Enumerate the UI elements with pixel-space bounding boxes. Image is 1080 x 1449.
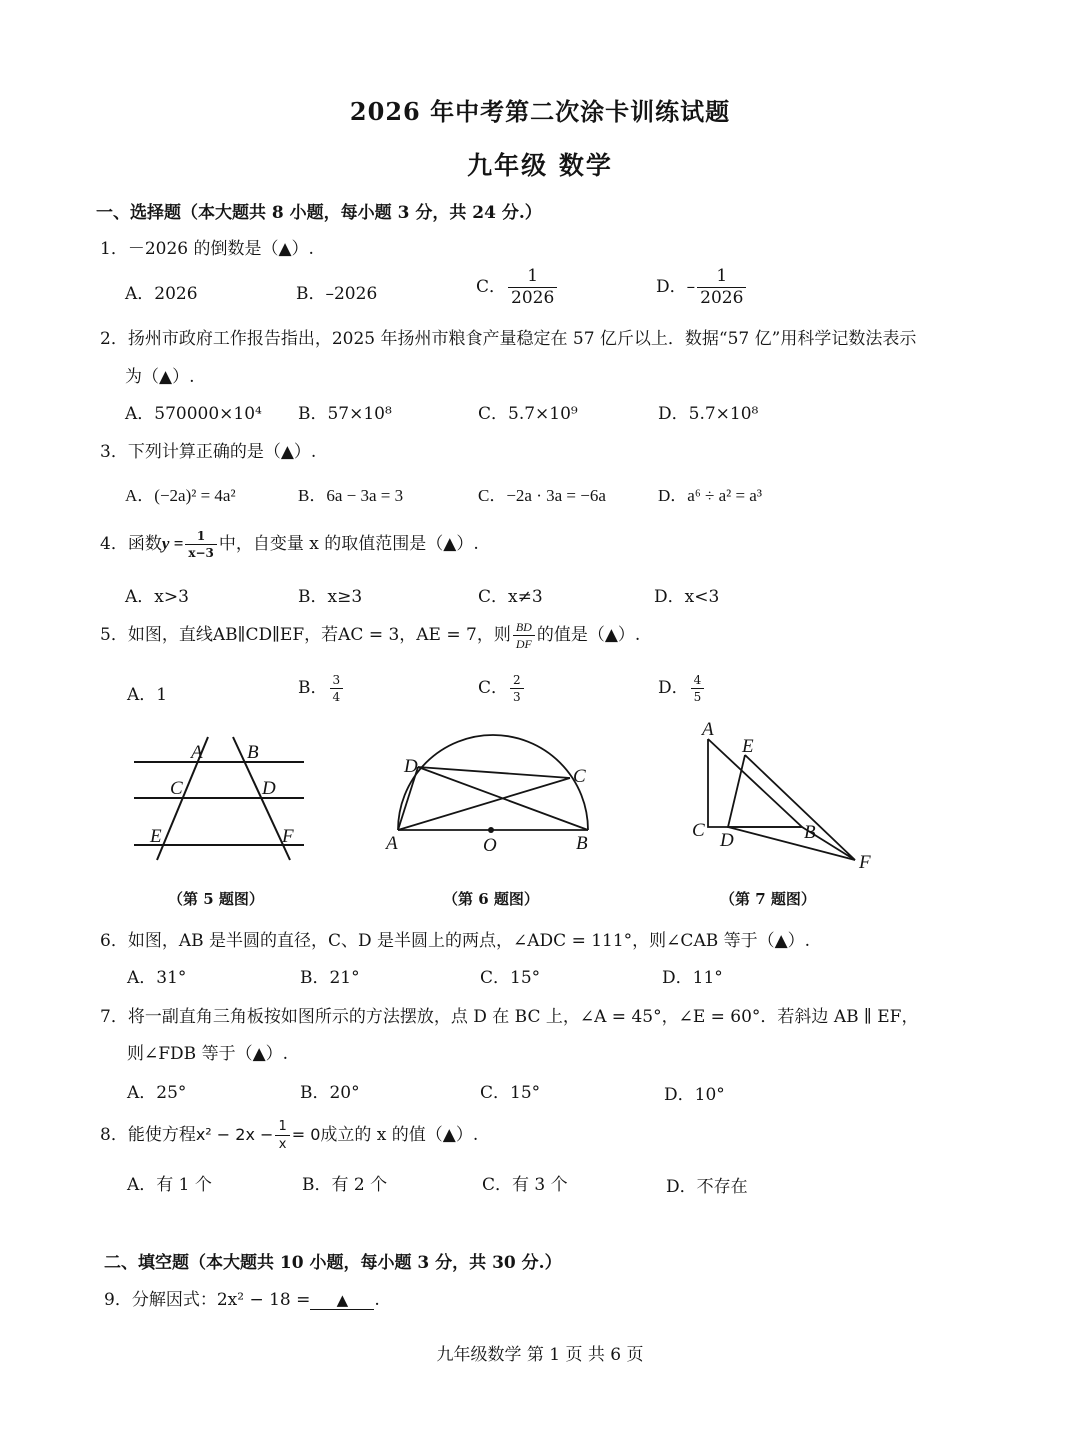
- q9-stem-end: .: [374, 1290, 380, 1310]
- q4-stem-prefix: 4．函数: [100, 534, 162, 554]
- q1-option-c-fraction: [508, 268, 557, 307]
- fig6-label-a: A: [386, 833, 398, 854]
- fig5-label-d: D: [262, 778, 276, 799]
- q4-stem: [100, 529, 479, 559]
- q5-d-denominator: 5: [693, 690, 702, 704]
- fig5-label-e: E: [150, 826, 162, 847]
- q5-stem: [100, 620, 640, 650]
- q7-stem-line2: 则∠FDB 等于（▲）.: [127, 1044, 289, 1064]
- q9-stem-text: 9．分解因式：2x² − 18 =: [104, 1290, 311, 1310]
- q4-fraction: [185, 530, 217, 559]
- fig7-label-f: F: [859, 852, 871, 873]
- q1-stem: 1．－2026 的倒数是（▲）.: [100, 239, 314, 259]
- q8-option-c: C．有 3 个: [482, 1175, 568, 1195]
- section-1-heading: 一、选择题（本大题共 8 小题，每小题 3 分，共 24 分.）: [96, 203, 542, 223]
- q5-b-denominator: 4: [332, 690, 341, 704]
- q8-option-d: D．不存在: [666, 1177, 748, 1197]
- fig7-label-e: E: [742, 736, 754, 757]
- q4-numerator: 1: [185, 530, 217, 545]
- q6-option-b: B．21°: [300, 968, 360, 988]
- q8-fraction: [275, 1120, 289, 1151]
- exam-subtitle: 九年级 数学: [467, 151, 613, 180]
- fig7-caption: （第 7 题图）: [720, 890, 816, 908]
- q9-answer-blank: ▲: [310, 1291, 374, 1310]
- q2-stem-line2: 为（▲）.: [125, 367, 195, 387]
- fig6-caption: （第 6 题图）: [443, 890, 539, 908]
- q5-d-numerator: 4: [691, 674, 705, 689]
- fig7-segment-df: [728, 827, 855, 860]
- q7-option-d: D．10°: [664, 1085, 725, 1105]
- fig7-label-c: C: [692, 820, 705, 841]
- q3-option-c: C．−2a · 3a = −6a: [478, 486, 606, 505]
- q8-numerator: 1: [275, 1120, 289, 1136]
- q7-option-b: B．20°: [300, 1083, 360, 1103]
- section-2-heading: 二、填空题（本大题共 10 小题，每小题 3 分，共 30 分.）: [104, 1253, 562, 1273]
- q1-option-d: [656, 268, 748, 307]
- q5-b-numerator: 3: [330, 674, 344, 689]
- fig6-semicircle-arc: [398, 735, 588, 830]
- q2-option-d: D．5.7×10⁸: [658, 404, 759, 424]
- q4-option-d: D．x<3: [654, 587, 720, 607]
- q5-option-c: [478, 673, 526, 703]
- q5-d-label: D．: [658, 678, 689, 698]
- fig7-label-d: D: [720, 830, 734, 851]
- q4-denominator: x−3: [188, 546, 214, 560]
- exam-title: 2026 年中考第二次涂卡训练试题: [349, 97, 731, 126]
- q4-stem-suffix: 中，自变量 x 的取值范围是（▲）.: [218, 534, 479, 554]
- q2-option-a: A．570000×10⁴: [125, 404, 262, 424]
- q8-equation-left: x² − 2x −: [195, 1125, 274, 1144]
- q1-option-d-label: D．–: [656, 277, 696, 297]
- page-footer: 九年级数学 第 1 页 共 6 页: [436, 1345, 644, 1365]
- fig6-chord-db: [418, 767, 588, 830]
- q5-b-label: B．: [298, 678, 328, 698]
- q1-c-denominator: 2026: [511, 288, 555, 308]
- q5-denominator: DF: [515, 637, 532, 651]
- fig6-label-c: C: [573, 766, 586, 787]
- fig6-label-b: B: [576, 833, 588, 854]
- q3-option-b: B．6a − 3a = 3: [298, 486, 404, 505]
- q8-stem: [100, 1120, 478, 1151]
- q8-stem-prefix: 8．能使方程: [100, 1125, 196, 1145]
- q3-option-a: A．(−2a)² = 4a²: [125, 486, 236, 505]
- q5-c-denominator: 3: [513, 690, 521, 704]
- q1-option-b: B．–2026: [296, 284, 378, 304]
- fig6-label-d: D: [404, 756, 418, 777]
- fig6-label-o: O: [483, 835, 497, 856]
- q8-option-a: A．有 1 个: [127, 1175, 212, 1195]
- q5-option-a: A．1: [127, 685, 168, 705]
- fig5-caption: （第 5 题图）: [168, 890, 264, 908]
- q1-option-c-label: C．: [476, 277, 507, 297]
- q8-option-b: B．有 2 个: [302, 1175, 388, 1195]
- fig5-label-c: C: [170, 778, 183, 799]
- q5-fraction: [513, 621, 535, 650]
- fig5-label-a: A: [191, 742, 203, 763]
- q4-option-b: B．x≥3: [298, 587, 363, 607]
- q1-option-c: [476, 268, 559, 307]
- q5-d-fraction: [691, 674, 705, 703]
- q2-option-c: C．5.7×10⁹: [478, 404, 578, 424]
- q1-option-d-fraction: [697, 268, 746, 307]
- q6-option-d: D．11°: [662, 968, 723, 988]
- q8-stem-suffix: 成立的 x 的值（▲）.: [320, 1125, 479, 1145]
- q6-option-a: A．31°: [127, 968, 187, 988]
- fig7-label-a: A: [702, 719, 714, 740]
- q5-c-fraction: [510, 674, 524, 703]
- fig5-label-b: B: [247, 742, 259, 763]
- fig7-label-b: B: [804, 822, 816, 843]
- q4-option-c: C．x≠3: [478, 587, 543, 607]
- q5-stem-suffix: 的值是（▲）.: [536, 625, 641, 645]
- q8-denominator: x: [278, 1137, 287, 1152]
- q6-stem: 6．如图，AB 是半圆的直径，C、D 是半圆上的两点，∠ADC = 111°，则∠CAB 等于（▲）.: [100, 931, 811, 951]
- q7-stem-line1: 7．将一副直角三角板按如图所示的方法摆放，点 D 在 BC 上，∠A = 45°，∠E = 60°．若斜边 AB ∥ EF，: [100, 1007, 919, 1027]
- q1-c-numerator: 1: [508, 268, 557, 288]
- q5-stem-prefix: 5．如图，直线AB∥CD∥EF，若AC = 3，AE = 7，则: [100, 625, 511, 645]
- q7-option-a: A．25°: [127, 1083, 187, 1103]
- fig7-triangle-abc: [708, 739, 802, 827]
- fig5-label-f: F: [282, 826, 294, 847]
- q5-option-d: [658, 673, 706, 703]
- figures-row: [0, 715, 1080, 880]
- fig6-chord-ac: [398, 778, 570, 830]
- q6-option-c: C．15°: [480, 968, 541, 988]
- q2-stem-line1: 2．扬州市政府工作报告指出，2025 年扬州市粮食产量稳定在 57 亿斤以上．数据“57 亿”用科学记数法表示: [100, 329, 917, 349]
- q5-b-fraction: [330, 674, 344, 703]
- q9-stem: [104, 1285, 380, 1310]
- q1-option-a: A．2026: [125, 284, 198, 304]
- q5-numerator: BD: [513, 621, 535, 636]
- fig6-center-point: [488, 827, 494, 833]
- q5-option-b: [298, 673, 345, 703]
- q4-option-a: A．x>3: [125, 587, 189, 607]
- fig6-diagram: [398, 735, 588, 830]
- q3-stem: 3．下列计算正确的是（▲）.: [100, 442, 317, 462]
- q4-function-y: y =: [161, 534, 184, 553]
- q5-c-numerator: 2: [510, 674, 524, 689]
- q5-c-label: C．: [478, 678, 509, 698]
- q8-equation-right: = 0: [291, 1125, 321, 1144]
- q1-d-numerator: 1: [697, 268, 746, 288]
- q7-option-c: C．15°: [480, 1083, 541, 1103]
- q3-option-d: D．a⁶ ÷ a² = a³: [658, 486, 762, 505]
- q1-d-denominator: 2026: [700, 288, 744, 308]
- q2-option-b: B．57×10⁸: [298, 404, 392, 424]
